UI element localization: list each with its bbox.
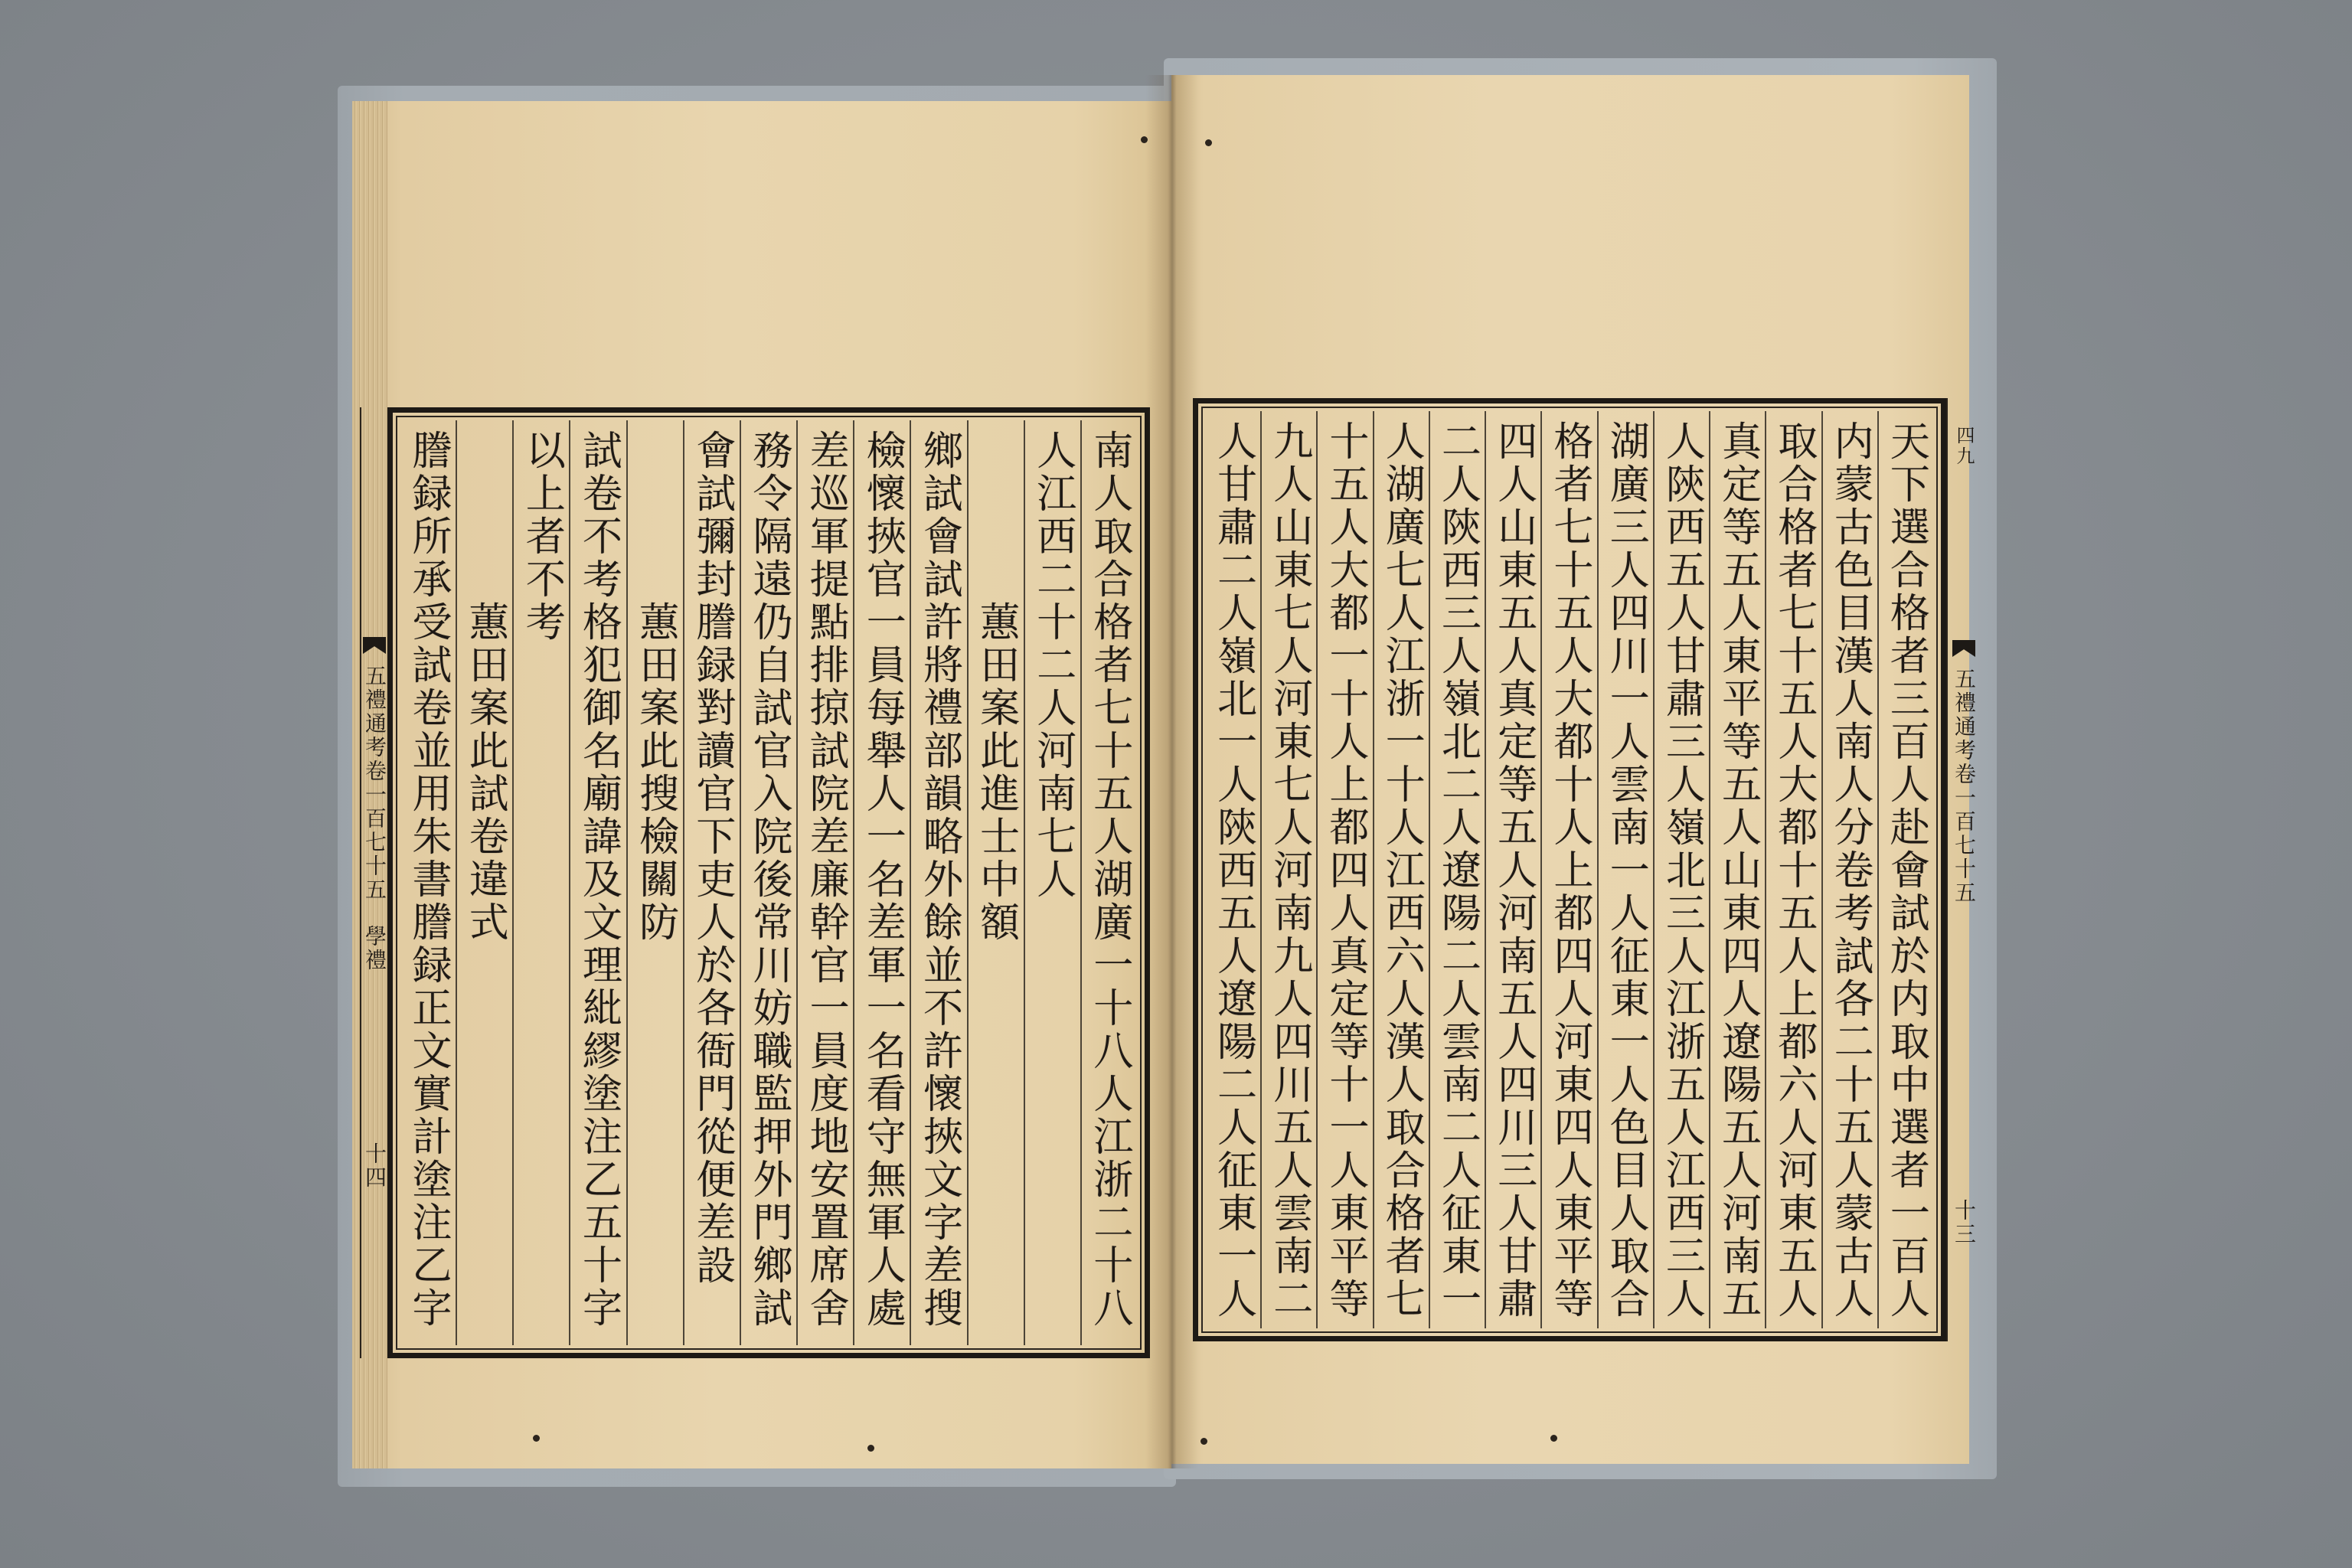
text-column (796, 420, 853, 1345)
column-text: 人陝西五人甘肅三人嶺北三人江浙五人江西三人 (1658, 420, 1705, 1321)
text-column (569, 420, 626, 1345)
text-column (1206, 411, 1260, 1328)
text-column (1485, 411, 1540, 1328)
ink-dot (533, 1435, 540, 1442)
column-text: 天下選合格者三百人赴會試於内取中選者一百人 (1883, 420, 1929, 1321)
commentary-column (967, 420, 1024, 1345)
text-column (1260, 411, 1316, 1328)
commentary-column (626, 420, 683, 1345)
text-column (910, 420, 966, 1345)
text-column (1821, 411, 1877, 1328)
banxin-page-number: 十四 (362, 1142, 387, 1190)
text-column (1877, 411, 1933, 1328)
column-text: 差巡軍提點排掠試院差廉幹官一員度地安置席舍 (802, 430, 849, 1330)
text-column (1540, 411, 1596, 1328)
banxin-title: 五禮通考卷一百七十五 (362, 665, 387, 902)
text-column (683, 420, 740, 1345)
column-text: 以上者不考 (518, 430, 565, 644)
column-text: 鄉試會試許將禮部韻略外餘並不許懷挾文字差搜 (916, 430, 962, 1330)
column-text: 内蒙古色目漢人南人分卷考試各二十五人蒙古人 (1827, 420, 1873, 1321)
banxin-title: 五禮通考卷一百七十五 (1952, 668, 1977, 905)
text-column (1709, 411, 1765, 1328)
text-column (1597, 411, 1653, 1328)
column-text: 真定等五人東平等五人山東四人遼陽五人河南五 (1714, 420, 1761, 1321)
ink-dot (1200, 1438, 1207, 1445)
column-text: 檢懷挾官一員每舉人一名差軍一名看守無軍人處 (859, 430, 906, 1330)
text-column (1429, 411, 1485, 1328)
right-page (1171, 75, 1977, 1464)
right-banxin (1946, 398, 1980, 1341)
column-text: 取合格者七十五人大都十五人上都六人河東五人 (1770, 420, 1817, 1321)
text-column (1316, 411, 1372, 1328)
commentary-column (456, 420, 512, 1345)
banxin-section: 學禮 (362, 925, 387, 972)
left-page (352, 101, 1171, 1468)
commentary-text: 蕙田案此試卷違式 (462, 601, 508, 944)
column-text: 四人山東五人真定等五人河南五人四川三人甘肅 (1490, 420, 1537, 1321)
column-text: 湖廣三人四川一人雲南一人征東一人色目人取合 (1602, 420, 1649, 1321)
column-text: 十五人大都一十人上都四人真定等十一人東平等 (1322, 420, 1369, 1321)
text-column (740, 420, 796, 1345)
banxin-top-mark: 四九 (1953, 426, 1975, 467)
column-text: 人江西二十二人河南七人 (1029, 430, 1076, 901)
column-text: 試卷不考格犯御名廟諱及文理紕繆塗注乙五十字 (575, 430, 622, 1330)
text-column (512, 420, 569, 1345)
text-column (1080, 420, 1137, 1345)
ink-dot (1550, 1435, 1557, 1442)
commentary-text: 蕙田案此搜檢關防 (632, 601, 678, 944)
column-text: 格者七十五人大都十人上都四人河東四人東平等 (1546, 420, 1592, 1321)
fishtail-mark (1952, 640, 1975, 657)
left-banxin (360, 407, 387, 1358)
column-text: 人甘肅二人嶺北一人陝西五人遼陽二人征東一人 (1210, 420, 1256, 1321)
column-text: 九人山東七人河東七人河南九人四川五人雲南二 (1266, 420, 1312, 1321)
text-column (400, 420, 456, 1345)
text-column (1373, 411, 1429, 1328)
column-text: 務令隔遠仍自試官入院後常川妨職監押外門鄉試 (745, 430, 792, 1330)
fishtail-mark (363, 637, 386, 654)
text-column (853, 420, 910, 1345)
column-text: 南人取合格者七十五人湖廣一十八人江浙二十八 (1086, 430, 1132, 1330)
left-columns (400, 420, 1137, 1345)
right-columns (1206, 411, 1933, 1328)
column-text: 謄録所承受試卷並用朱書謄録正文實計塗注乙字 (405, 430, 452, 1330)
banxin-page-number: 十三 (1952, 1199, 1977, 1246)
text-column (1024, 420, 1080, 1345)
left-text-frame (387, 407, 1150, 1358)
ink-dot (867, 1445, 874, 1452)
ink-dot (1141, 136, 1148, 143)
column-text: 人湖廣七人江浙一十人江西六人漢人取合格者七 (1378, 420, 1425, 1321)
column-text: 二人陝西三人嶺北二人遼陽二人雲南二人征東一 (1434, 420, 1481, 1321)
text-column (1765, 411, 1821, 1328)
commentary-text: 蕙田案此進士中額 (972, 601, 1019, 944)
ink-dot (1205, 139, 1212, 146)
text-column (1653, 411, 1709, 1328)
column-text: 會試彌封謄録對讀官下吏人於各衙門從便差設 (688, 430, 735, 1287)
right-text-frame (1193, 398, 1946, 1341)
